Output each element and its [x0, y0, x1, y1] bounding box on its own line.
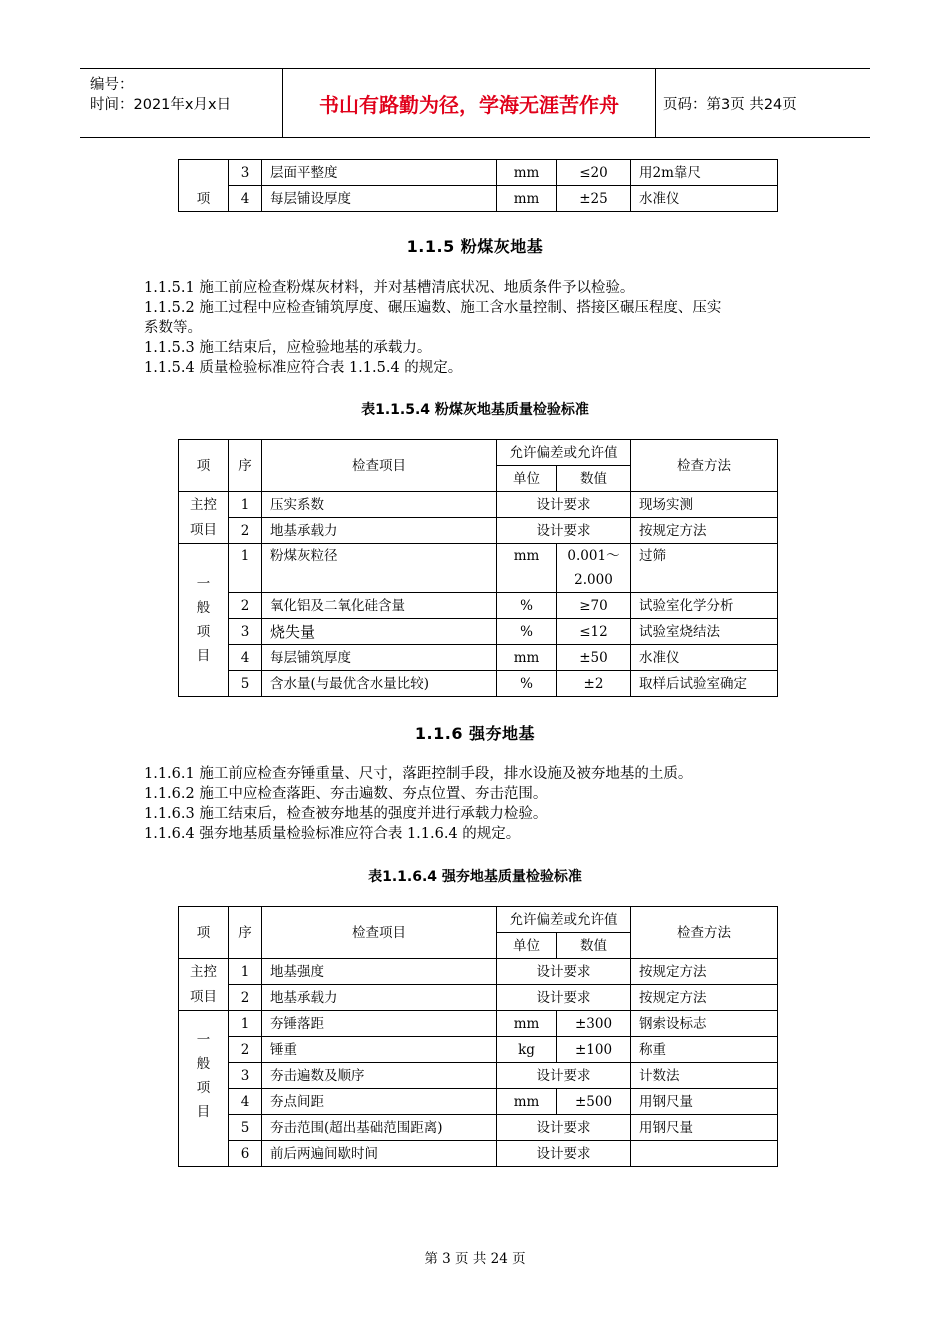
seq-cell: 1	[229, 959, 262, 985]
header-tolerance: 允许偏差或允许值	[497, 907, 631, 933]
flyash-quality-table	[178, 439, 778, 697]
seq-cell: 2	[229, 593, 262, 619]
merged-cell: 设计要求	[497, 985, 631, 1011]
item-cell: 层面平整度	[262, 160, 497, 186]
table-row	[179, 985, 778, 1011]
general-group-cell	[179, 544, 229, 697]
general-group-cell	[179, 1011, 229, 1141]
table-row	[179, 671, 778, 697]
value-cell: ≥70	[557, 593, 631, 619]
seq-cell: 1	[229, 492, 262, 518]
table-row	[179, 619, 778, 645]
unit-cell: mm	[497, 1089, 557, 1115]
seq-cell: 2	[229, 985, 262, 1011]
header-item: 项	[179, 907, 229, 959]
seq-cell: 1	[229, 1011, 262, 1037]
header-seq: 序	[229, 440, 262, 492]
group-char: 项	[196, 624, 211, 640]
value-cell: ±50	[557, 645, 631, 671]
table-row	[179, 492, 778, 518]
group-char: 一	[196, 576, 211, 592]
header-item: 项	[179, 440, 229, 492]
seq-cell: 4	[229, 1089, 262, 1115]
header-page-number: 页码：第3页 共24页	[663, 96, 797, 113]
unit-cell: mm	[497, 544, 557, 593]
table-row	[179, 186, 778, 212]
method-cell: 过筛	[631, 544, 778, 593]
table-row	[179, 645, 778, 671]
header-value: 数值	[557, 933, 631, 959]
item-cell: 压实系数	[262, 492, 497, 518]
item-cell: 夯锤落距	[262, 1011, 497, 1037]
item-cell: 锤重	[262, 1037, 497, 1063]
table-row	[179, 1141, 778, 1167]
group-cell: 项目	[179, 518, 229, 544]
item-cell: 粉煤灰粒径	[262, 544, 497, 593]
method-cell: 用钢尺量	[631, 1115, 778, 1141]
group-char: 目	[196, 648, 211, 664]
method-cell: 现场实测	[631, 492, 778, 518]
item-cell: 夯点间距	[262, 1089, 497, 1115]
merged-cell: 设计要求	[497, 1063, 631, 1089]
code-label: 编号：	[90, 77, 134, 93]
unit-cell: mm	[497, 160, 557, 186]
seq-cell: 4	[229, 186, 262, 212]
header-unit: 单位	[497, 933, 557, 959]
item-cell: 氧化铝及二氧化硅含量	[262, 593, 497, 619]
method-cell: 用2m靠尺	[631, 160, 778, 186]
group-cell-tail	[179, 1141, 229, 1167]
value-cell: ±2	[557, 671, 631, 697]
group-cell: 主控	[179, 959, 229, 985]
seq-cell: 3	[229, 160, 262, 186]
value-cell: ±500	[557, 1089, 631, 1115]
header-method: 检查方法	[631, 907, 778, 959]
method-cell: 水准仪	[631, 645, 778, 671]
paragraph: 1.1.5.4 质量检验标准应符合表 1.1.5.4 的规定。	[144, 360, 463, 376]
unit-cell: mm	[497, 645, 557, 671]
paragraph: 1.1.6.1 施工前应检查夯锤重量、尺寸，落距控制手段，排水设施及被夯地基的土质。	[144, 766, 693, 782]
section-title: 1.1.5 粉煤灰地基	[406, 237, 544, 256]
table-row	[179, 1037, 778, 1063]
header-seq: 序	[229, 907, 262, 959]
group-char: 项	[196, 1079, 211, 1096]
merged-cell: 设计要求	[497, 1141, 631, 1167]
seq-cell: 3	[229, 619, 262, 645]
item-cell: 地基承载力	[262, 518, 497, 544]
value-line: 0.001～	[567, 548, 620, 564]
paragraph: 1.1.6.4 强夯地基质量检验标准应符合表 1.1.6.4 的规定。	[144, 826, 521, 842]
value-cell: ±300	[557, 1011, 631, 1037]
header-unit: 单位	[497, 466, 557, 492]
group-cell: 主控	[179, 492, 229, 518]
group-cell: 项目	[179, 985, 229, 1011]
group-char: 般	[196, 1055, 211, 1072]
unit-cell: %	[497, 619, 557, 645]
value-cell: ≤12	[557, 619, 631, 645]
method-cell: 称重	[631, 1037, 778, 1063]
item-cell: 夯击范围(超出基础范围距离)	[262, 1115, 497, 1141]
seq-cell: 4	[229, 645, 262, 671]
merged-cell: 设计要求	[497, 518, 631, 544]
method-cell: 计数法	[631, 1063, 778, 1089]
table-row	[179, 160, 778, 186]
method-cell: 按规定方法	[631, 518, 778, 544]
merged-cell: 设计要求	[497, 959, 631, 985]
group-char: 一	[196, 1031, 211, 1048]
paragraph: 1.1.6.2 施工中应检查落距、夯击遍数、夯点位置、夯击范围。	[144, 786, 548, 802]
paragraph: 1.1.5.3 施工结束后，应检验地基的承载力。	[144, 340, 432, 356]
method-cell: 按规定方法	[631, 985, 778, 1011]
continued-table	[178, 159, 778, 212]
seq-cell: 5	[229, 671, 262, 697]
merged-cell: 设计要求	[497, 1115, 631, 1141]
value-cell	[557, 544, 631, 593]
header-check: 检查项目	[262, 440, 497, 492]
group-char: 目	[196, 1103, 211, 1120]
item-cell: 含水量(与最优含水量比较)	[262, 671, 497, 697]
method-cell	[631, 1141, 778, 1167]
paragraph: 1.1.5.1 施工前应检查粉煤灰材料，并对基槽清底状况、地质条件予以检验。	[144, 280, 635, 296]
item-cell: 每层铺筑厚度	[262, 645, 497, 671]
item-cell: 烧失量	[262, 619, 497, 645]
merged-cell: 设计要求	[497, 492, 631, 518]
group-cell: 项	[179, 160, 229, 212]
section-title: 1.1.6 强夯地基	[414, 724, 536, 743]
header-method: 检查方法	[631, 440, 778, 492]
table-row	[179, 1011, 778, 1037]
header-row	[179, 907, 778, 933]
seq-cell: 2	[229, 518, 262, 544]
header-value: 数值	[557, 466, 631, 492]
seq-cell: 6	[229, 1141, 262, 1167]
value-line: 2.000	[574, 572, 613, 588]
unit-cell: %	[497, 671, 557, 697]
table-caption: 表1.1.6.4 强夯地基质量检验标准	[368, 869, 582, 885]
header-motto: 书山有路勤为径，学海无涯苦作舟	[282, 69, 656, 137]
value-cell: ±100	[557, 1037, 631, 1063]
page-footer: 第 3 页 共 24 页	[424, 1251, 526, 1267]
table-caption: 表1.1.5.4 粉煤灰地基质量检验标准	[361, 402, 589, 418]
paragraph: 1.1.5.2 施工过程中应检查铺筑厚度、碾压遍数、施工含水量控制、搭接区碾压程度、压实	[144, 300, 722, 316]
method-cell: 钢索设标志	[631, 1011, 778, 1037]
date-label: 时间：2021年x月x日	[90, 97, 232, 113]
method-cell: 用钢尺量	[631, 1089, 778, 1115]
paragraph: 系数等。	[144, 320, 202, 336]
dynamic-compaction-table	[178, 906, 778, 1167]
unit-cell: mm	[497, 186, 557, 212]
method-cell: 取样后试验室确定	[631, 671, 778, 697]
seq-cell: 5	[229, 1115, 262, 1141]
table-row	[179, 1063, 778, 1089]
header-tolerance: 允许偏差或允许值	[497, 440, 631, 466]
value-cell: ±25	[557, 186, 631, 212]
value-cell: ≤20	[557, 160, 631, 186]
item-cell: 地基承载力	[262, 985, 497, 1011]
header-row	[179, 440, 778, 466]
item-cell: 地基强度	[262, 959, 497, 985]
table-row	[179, 593, 778, 619]
page-header	[80, 68, 870, 138]
header-check: 检查项目	[262, 907, 497, 959]
item-cell: 夯击遍数及顺序	[262, 1063, 497, 1089]
method-cell: 水准仪	[631, 186, 778, 212]
table-row	[179, 959, 778, 985]
group-char: 般	[196, 600, 211, 616]
table-row	[179, 518, 778, 544]
paragraph: 1.1.6.3 施工结束后，检查被夯地基的强度并进行承载力检验。	[144, 806, 548, 822]
seq-cell: 1	[229, 544, 262, 593]
header-meta	[80, 69, 282, 137]
item-cell: 每层铺设厚度	[262, 186, 497, 212]
method-cell: 按规定方法	[631, 959, 778, 985]
method-cell: 试验室化学分析	[631, 593, 778, 619]
seq-cell: 2	[229, 1037, 262, 1063]
seq-cell: 3	[229, 1063, 262, 1089]
unit-cell: kg	[497, 1037, 557, 1063]
table-row	[179, 1115, 778, 1141]
table-row	[179, 1089, 778, 1115]
item-cell: 前后两遍间歇时间	[262, 1141, 497, 1167]
method-cell: 试验室烧结法	[631, 619, 778, 645]
unit-cell: %	[497, 593, 557, 619]
unit-cell: mm	[497, 1011, 557, 1037]
